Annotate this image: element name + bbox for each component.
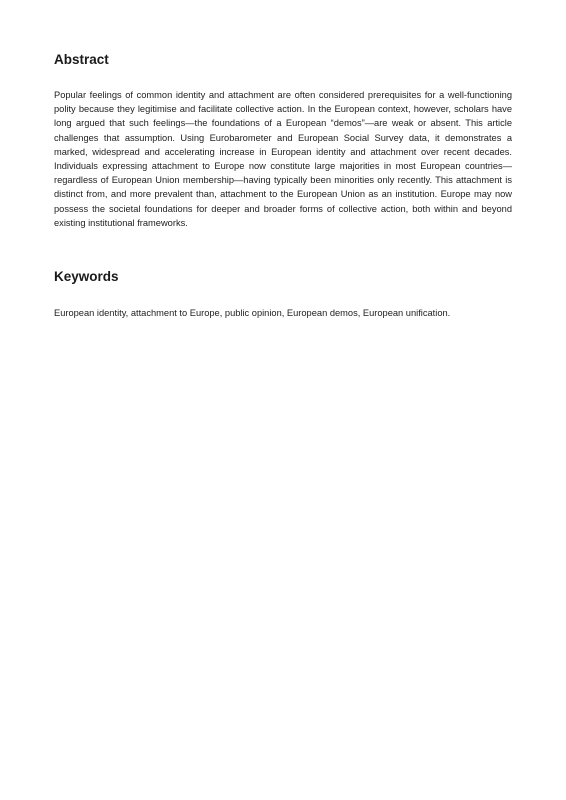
keywords-heading: Keywords [54,269,119,284]
abstract-heading: Abstract [54,52,109,67]
abstract-text: Popular feelings of common identity and attachment are often considered prerequisites for a well-functioning polity because they legitimise and facilitate collective action. In the European context, however, scholars have long argued that such feelings—the foundations of a European “demos”—are weak or absent. This article challenges that assumption. Using Eurobarometer and European Social Survey data, it demonstrates a marked, widespread and accelerating increase in European identity and attachment over recent decades. Individuals expressing attachment to Europe now constitute large majorities in most European countries—regardless of European Union membership—having typically been minorities only recently. This attachment is distinct from, and more prevalent than, attachment to the European Union as an institution. Europe may now possess the societal foundations for deeper and broader forms of collective action, both within and beyond existing institutional frameworks. [54,90,512,228]
keywords-text: European identity, attachment to Europe, public opinion, European demos, European unification. [54,308,451,318]
